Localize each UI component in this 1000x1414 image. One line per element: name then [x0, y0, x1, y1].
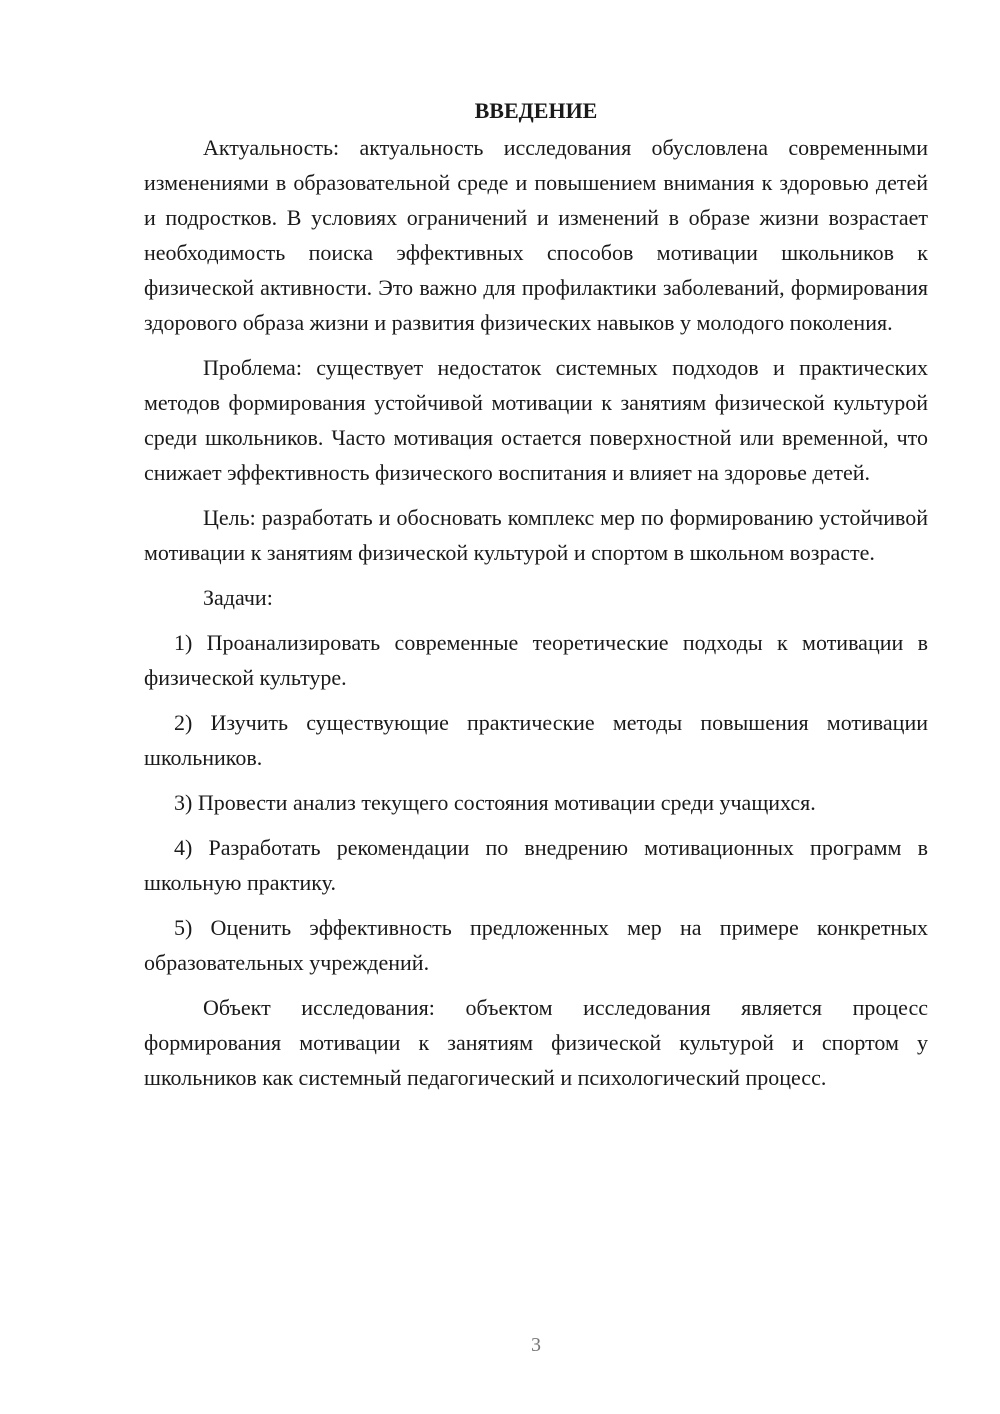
goal-paragraph: Цель: разработать и обосновать комплекс мер по формированию устойчивой мотивации к занятиям физической культурой и спортом в школьном возрасте.	[144, 505, 928, 565]
tasks-label: Задачи:	[203, 585, 273, 610]
section-heading: ВВЕДЕНИЕ	[474, 98, 598, 123]
task-item: 5) Оценить эффективность предложенных мер на примере конкретных образовательных учреждений.	[144, 915, 928, 975]
page-number: 3	[531, 1334, 541, 1356]
task-item: 4) Разработать рекомендации по внедрению мотивационных программ в школьную практику.	[144, 835, 928, 895]
relevance-paragraph: Актуальность: актуальность исследования обусловлена современными изменениями в образовательной среде и повышением внимания к здоровью детей и подростков. В условиях ограничений и изменений в образе жизни возрастает необходимость поиска эффективных способов мотивации школьников к физической активности. Это важно для профилактики заболеваний, формирования здорового образа жизни и развития физических навыков у молодого поколения.	[144, 135, 928, 335]
task-item: 2) Изучить существующие практические методы повышения мотивации школьников.	[144, 710, 928, 770]
task-item: 1) Проанализировать современные теоретические подходы к мотивации в физической культуре.	[144, 630, 928, 690]
object-paragraph: Объект исследования: объектом исследования является процесс формирования мотивации к занятиям физической культурой и спортом у школьников как системный педагогический и психологический процесс.	[144, 995, 928, 1090]
task-item: 3) Провести анализ текущего состояния мотивации среди учащихся.	[174, 790, 816, 815]
document-body	[144, 94, 928, 1105]
problem-paragraph: Проблема: существует недостаток системных подходов и практических методов формирования устойчивой мотивации к занятиям физической культурой среди школьников. Часто мотивация остается поверхностной или временной, что снижает эффективность физического воспитания и влияет на здоровье детей.	[144, 355, 928, 485]
